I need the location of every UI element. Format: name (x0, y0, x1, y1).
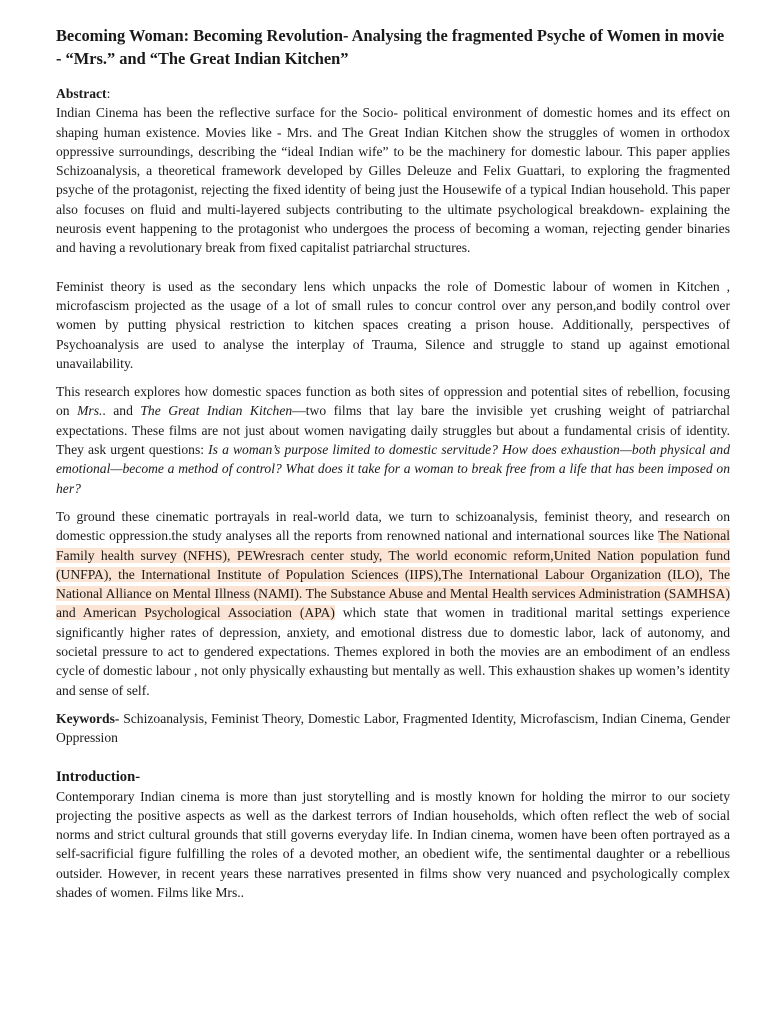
grounding-text-2: which state that women in traditional marital settings experience significantly higher rates of depression, anxiety, and emotional distress due to domestic labor, lack of autonomy, and societal pressure to act to gendered expectations. Themes explored in both the movies are an embodiment of an endless cycle of domestic labour , not only physically exhausting but mentally as well. This exhaustion shakes up women’s identity and sense of self. (56, 605, 731, 698)
film-title-great-indian-kitchen: The Great Indian Kitchen (140, 403, 293, 419)
paragraph-research (56, 382, 730, 498)
paragraph-feminist-theory: Feminist theory is used as the secondary lens which unpacks the role of Domestic labour of women in Kitchen , microfascism projected as the usage of a lot of small rules to concur control over any person,and bodily control over women by putting physical restriction to kitchen spaces creating a prison house. Additionally, perspectives of Psychoanalysis are used to analyse the interplay of Trauma, Silence and struggle to stand up against emotional unavailability. (56, 278, 730, 371)
paragraph-grounding (56, 507, 730, 700)
keywords-list: Schizoanalysis, Feminist Theory, Domestic Labor, Fragmented Identity, Microfascism, Indian Cinema, Gender Oppression (56, 710, 730, 746)
highlighted-sources: The National Family health survey (NFHS), PEWresrach center study, The world economic reform,United Nation population fund (UNFPA), the International Institute of Population Sciences (IIPS),The International Labour Organization (ILO), The National Alliance on Mental Illness (NAMI). The Substance Abuse and Mental Health services Administration (SAMHSA) and American Psychological Association (APA) (56, 528, 731, 621)
abstract-heading (56, 84, 730, 103)
grounding-text-1: To ground these cinematic portrayals in real-world data, we turn to schizoanalysis, feminist theory, and research on domestic oppression.the study analyses all the reports from renowned national and international sources like (56, 508, 730, 544)
introduction-body: Contemporary Indian cinema is more than just storytelling and is mostly known for holding the mirror to our society projecting the positive aspects as well as the darkest terrors of Indian households, which often reflect the web of social norms and strict cultural grounds that still governs everyday life. In Indian cinema, women have been often portrayed as a self-sacrificial figure fulfilling the roles of a devoted mother, an obedient wife, the sentimental daughter or a rebellious outsider. However, in recent years these narratives presented in films show very nuanced and psychologically complex shades of women. Films like Mrs.. (56, 788, 730, 900)
research-text-2: . and (102, 403, 141, 419)
abstract-label: Abstract (56, 86, 107, 101)
research-text-1: This research explores how domestic spaces function as both sites of oppression and potential sites of rebellion, focusing on (56, 384, 730, 419)
abstract-body: Indian Cinema has been the reflective surface for the Socio- political environment of domestic homes and its effect on shaping human existence. Movies like - Mrs. and The Great Indian Kitchen show the struggles of women in orthodox oppressive surroundings, describing the “ideal Indian wife” to be the machinery for domestic labour. This paper applies Schizoanalysis, a theoretical framework developed by Gilles Deleuze and Felix Guattari, to exploring the fragmented psyche of the protagonist, rejecting the fixed identity of being just the Housewife of a typical Indian household. This paper also focuses on fluid and multi-layered subjects contributing to the ultimate psychological breakdown- explaining the neurosis event happening to the protagonist who undergoes the process of becoming a woman, rejecting gender binaries and having a revolutionary break from fixed capitalist patriarchal structures. (56, 105, 730, 256)
keywords-label: Keywords- (56, 710, 120, 726)
research-questions: Is a woman’s purpose limited to domestic servitude? How does exhaustion—both physical and emotional—become a method of control? What does it take for a woman to break free from a life that has been imposed on her? (56, 442, 731, 496)
introduction-heading: Introduction- (56, 768, 141, 785)
film-title-mrs: Mrs. (77, 403, 103, 419)
paper-title: Becoming Woman: Becoming Revolution- Analysing the fragmented Psyche of Women in movie - “Mrs.” and “The Great Indian Kitchen” (56, 26, 725, 68)
keywords-line (56, 709, 730, 748)
research-text-3: —two films that lay bare the invisible yet crushing weight of patriarchal expectations. These films are not just about women navigating daily struggles but about a fundamental crisis of identity. They ask urgent questions: (56, 403, 730, 458)
abstract-colon: : (106, 86, 111, 101)
